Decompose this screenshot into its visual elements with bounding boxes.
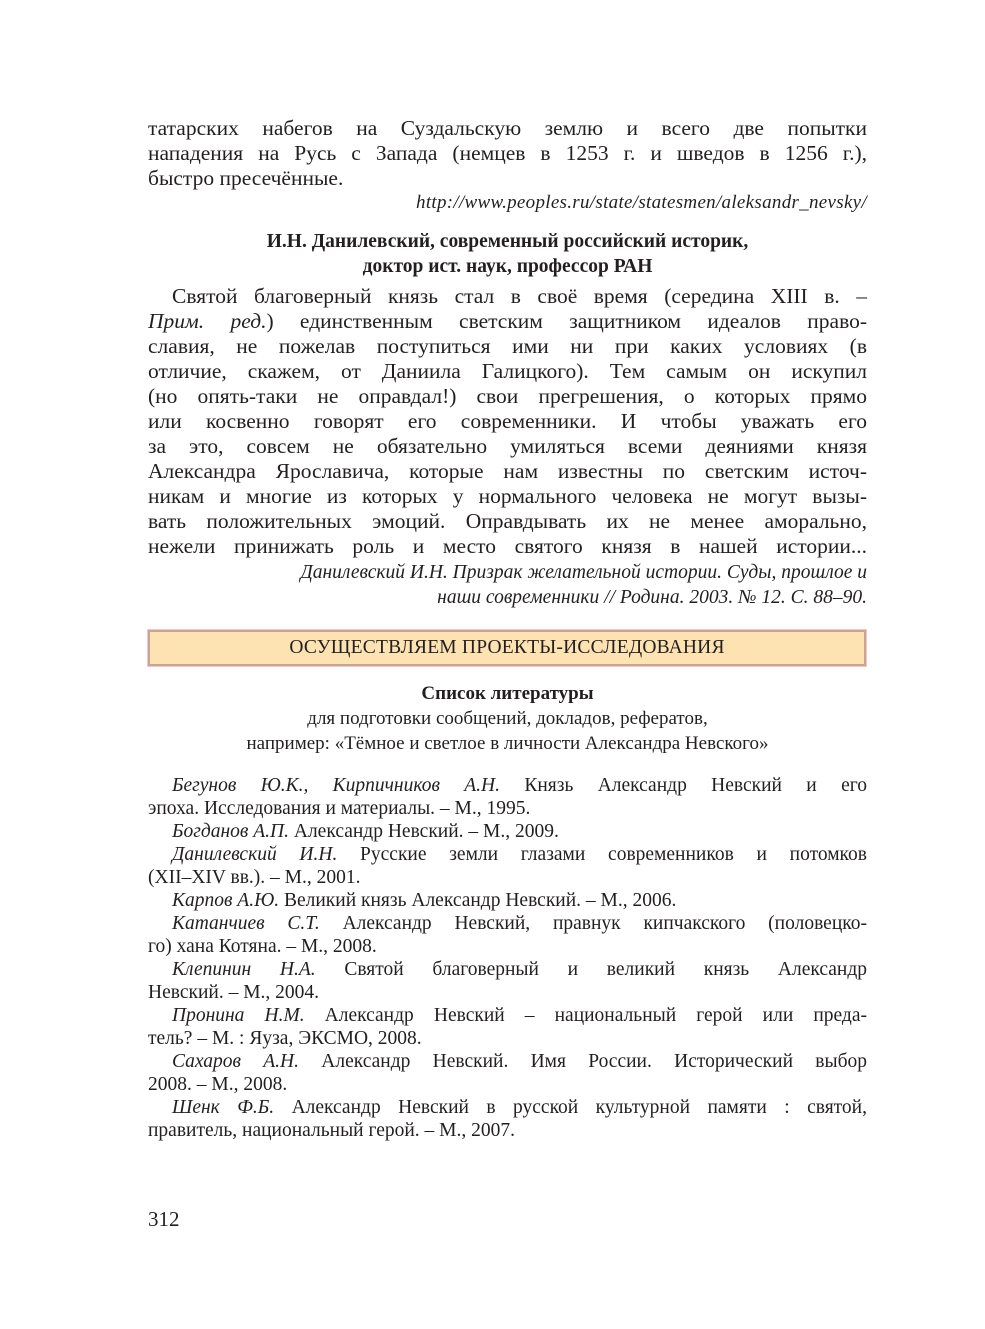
text-segment: (XII–XIV вв.). – М., 2001.: [148, 867, 361, 888]
text-line: [148, 981, 867, 1004]
section-banner: ОСУЩЕСТВЛЯЕМ ПРОЕКТЫ-ИССЛЕДОВАНИЯ: [148, 630, 866, 666]
italic-segment: Карпов А.Ю.: [172, 890, 280, 911]
text-segment: Князь Александр Невский и его: [500, 775, 867, 796]
text-line: [148, 958, 867, 981]
text-line: [148, 797, 867, 820]
text-segment: Русские земли глазами современников и потомков: [337, 844, 867, 865]
bibliography-entry: [148, 1050, 867, 1096]
text-segment: Александр Невский, правнук кипчакского (половецко-: [319, 913, 867, 934]
text-segment: Святой благоверный князь стал в своё время (середина XIII в. –: [172, 284, 867, 308]
text-line: [148, 774, 867, 797]
text-segment: Александр Невский в русской культурной памяти : святой,: [274, 1097, 867, 1118]
text-line: [148, 409, 867, 434]
bibliography-entry: [148, 912, 867, 958]
text-line: быстро пресечённые.: [148, 166, 344, 190]
text-line: [148, 1096, 867, 1119]
text-line: [148, 434, 867, 459]
intro-paragraph: [148, 116, 867, 191]
text-line: [148, 284, 867, 309]
italic-segment: Богданов А.П.: [172, 821, 289, 842]
source-url: http://www.peoples.ru/state/statesmen/aleksandr_nevsky/: [416, 192, 867, 213]
text-segment: эпоха. Исследования и материалы. – М., 1995.: [148, 798, 531, 819]
quote-source: [148, 560, 867, 610]
source-line: наши современники // Родина. 2003. № 12. С. 88–90.: [437, 587, 867, 608]
text-segment: Великий князь Александр Невский. – М., 2006.: [279, 890, 677, 911]
text-segment: нежели принижать роль и место святого князя в нашей истории...: [148, 534, 867, 558]
text-segment: 2008. – М., 2008.: [148, 1074, 288, 1095]
literature-title: Список литературы: [421, 683, 594, 704]
text-line: [148, 935, 867, 958]
bibliography-entry: [148, 1004, 867, 1050]
text-segment: Святой благоверный и великий князь Александр: [315, 959, 868, 980]
text-line: [148, 309, 867, 334]
quote-author-heading: [148, 229, 867, 279]
italic-segment: Пронина Н.М.: [172, 1005, 305, 1026]
text-line: нападения на Русь с Запада (немцев в 1253 г. и шведов в 1256 г.),: [148, 141, 867, 165]
bibliography-entry: [148, 1096, 867, 1142]
italic-segment: Бегунов Ю.К., Кирпичников А.Н.: [172, 775, 501, 796]
text-segment: ) единственным светским защитником идеалов право-: [266, 309, 867, 333]
text-segment: или косвенно говорят его современники. И чтобы уважать его: [148, 409, 867, 433]
text-line: [148, 889, 867, 912]
text-segment: отличие, скажем, от Даниила Галицкого). Тем самым он искупил: [148, 359, 867, 383]
heading-line: И.Н. Данилевский, современный российский историк,: [266, 231, 749, 252]
literature-subtitle: для подготовки сообщений, докладов, рефератов,: [307, 708, 708, 729]
text-line: татарских набегов на Суздальскую землю и всего две попытки: [148, 116, 867, 140]
text-segment: никам и многие из которых у нормального человека не могут вызы-: [148, 484, 867, 508]
italic-segment: Прим. ред.: [148, 309, 267, 333]
bibliography-entry: [148, 889, 867, 912]
text-line: [148, 534, 867, 559]
text-line: [148, 384, 867, 409]
text-segment: (но опять-таки не оправдал!) свои прегрешения, о которых прямо: [148, 384, 867, 408]
literature-subtitle: например: «Тёмное и светлое в личности Александра Невского»: [246, 733, 769, 754]
italic-segment: Клепинин Н.А.: [172, 959, 316, 980]
text-segment: славия, не пожелав поступиться ими ни при каких условиях (в: [148, 334, 867, 358]
bibliography-entry: [148, 958, 867, 1004]
quote-paragraph: [148, 284, 867, 559]
heading-line: доктор ист. наук, профессор РАН: [362, 256, 653, 277]
text-line: [148, 866, 867, 889]
text-line: [148, 459, 867, 484]
text-line: [148, 484, 867, 509]
text-segment: вать положительных эмоций. Оправдывать их не менее аморально,: [148, 509, 867, 533]
bibliography-list: [148, 774, 867, 1142]
italic-segment: Данилевский И.Н.: [172, 844, 338, 865]
text-line: [148, 334, 867, 359]
text-line: [148, 912, 867, 935]
page-number: 312: [148, 1207, 180, 1231]
text-line: [148, 1027, 867, 1050]
text-segment: Александр Невский. – М., 2009.: [288, 821, 559, 842]
text-segment: Невский. – М., 2004.: [148, 982, 320, 1003]
italic-segment: Сахаров А.Н.: [172, 1051, 299, 1072]
text-segment: за это, совсем не обязательно умиляться всеми деяниями князя: [148, 434, 867, 458]
text-segment: го) хана Котяна. – М., 2008.: [148, 936, 377, 957]
source-line: Данилевский И.Н. Призрак желательной истории. Суды, прошлое и: [300, 562, 867, 583]
literature-heading: [148, 681, 867, 756]
text-line: [148, 359, 867, 384]
text-segment: Александра Ярославича, которые нам известны по светским источ-: [148, 459, 867, 483]
text-line: [148, 820, 867, 843]
text-line: [148, 1073, 867, 1096]
text-line: [148, 1004, 867, 1027]
italic-segment: Катанчиев С.Т.: [172, 913, 320, 934]
italic-segment: Шенк Ф.Б.: [172, 1097, 275, 1118]
text-line: [148, 509, 867, 534]
bibliography-entry: [148, 843, 867, 889]
text-line: [148, 1119, 867, 1142]
text-line: [148, 1050, 867, 1073]
bibliography-entry: [148, 774, 867, 820]
text-segment: Александр Невский. Имя России. Исторический выбор: [299, 1051, 867, 1072]
text-line: [148, 843, 867, 866]
text-segment: правитель, национальный герой. – М., 2007.: [148, 1120, 516, 1141]
text-segment: тель? – М. : Яуза, ЭКСМО, 2008.: [148, 1028, 422, 1049]
text-segment: Александр Невский – национальный герой или преда-: [304, 1005, 867, 1026]
bibliography-entry: [148, 820, 867, 843]
